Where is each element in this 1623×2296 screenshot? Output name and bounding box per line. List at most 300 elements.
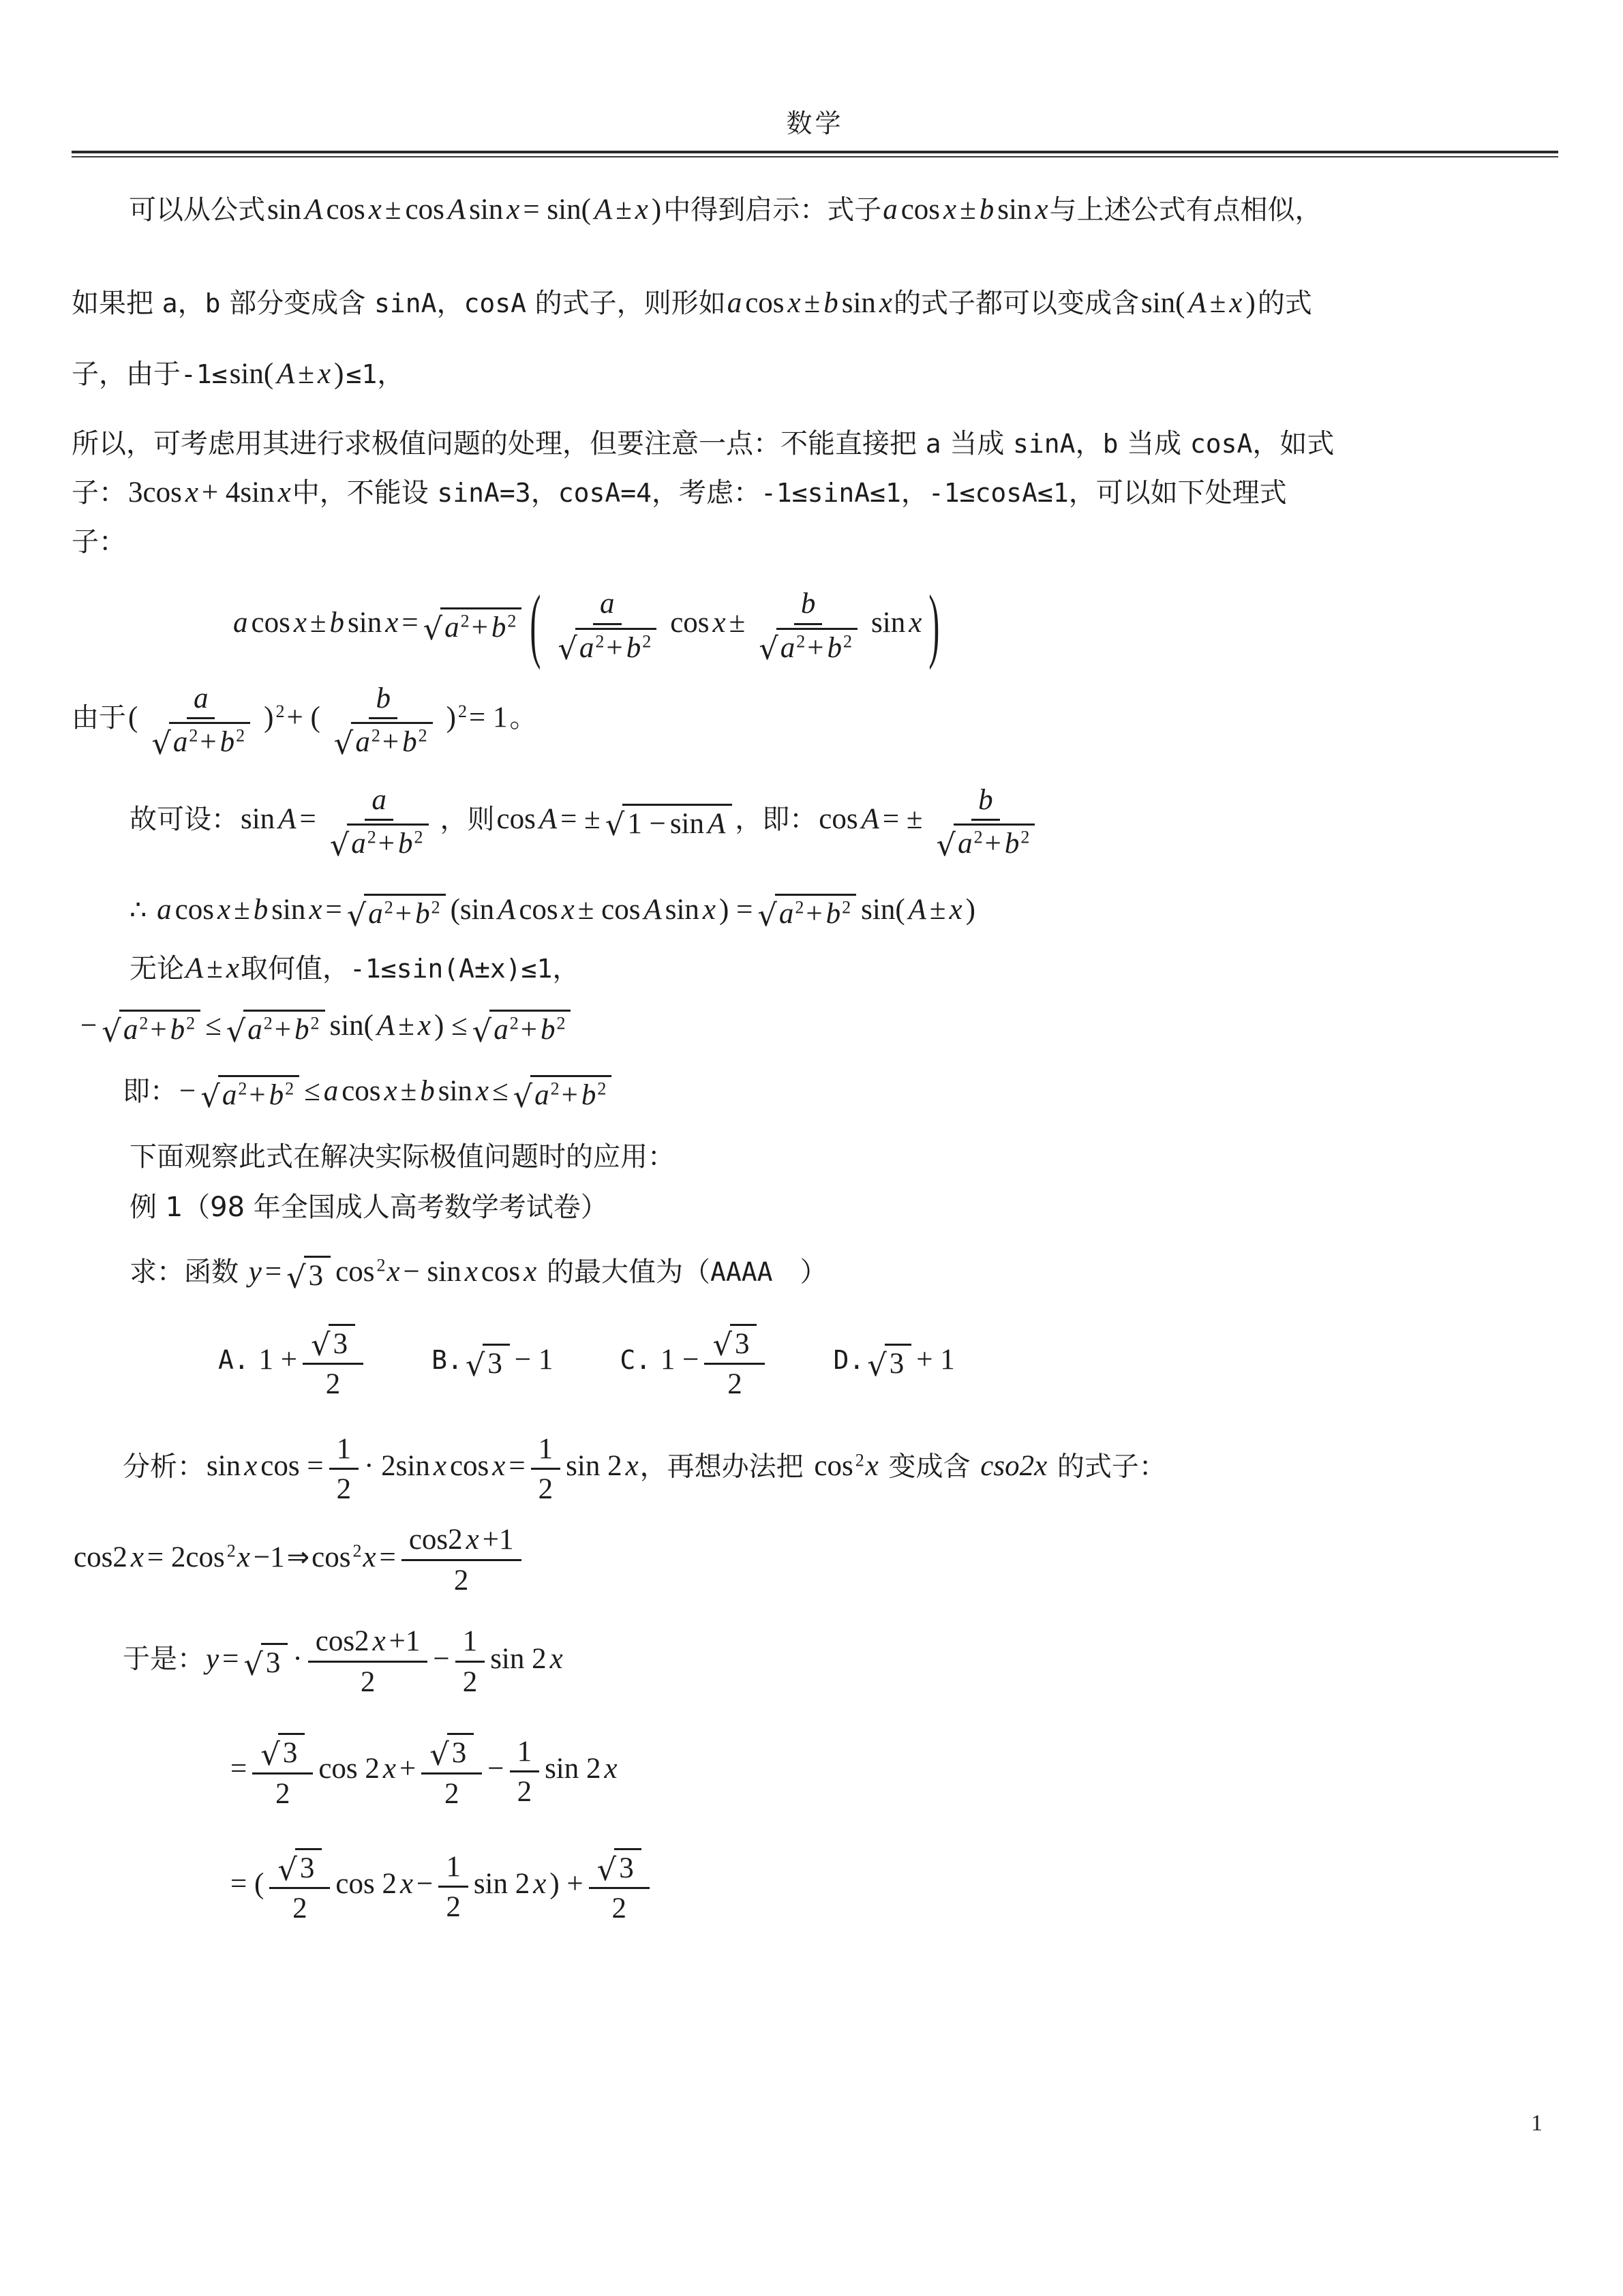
- superscript: 2: [550, 1078, 560, 1099]
- math-variable: a: [778, 898, 794, 931]
- math-variable: a: [883, 194, 898, 226]
- math-text: −1: [253, 1541, 285, 1574]
- formula-step3: [72, 1848, 1558, 1926]
- math-variable: x: [226, 952, 239, 984]
- fraction: [401, 1523, 521, 1597]
- math-text: +: [200, 726, 217, 759]
- math-text: −: [487, 1753, 504, 1785]
- big-parenthesis: ): [928, 579, 940, 671]
- math-variable: A: [539, 803, 558, 836]
- math-variable: x: [372, 1625, 386, 1658]
- math-text: −: [80, 1009, 97, 1042]
- cjk-text: 即：: [123, 1075, 177, 1107]
- math-variable: x: [217, 893, 231, 926]
- math-text: = 2cos: [147, 1541, 225, 1574]
- math-text: 1: [462, 1625, 478, 1658]
- fraction: [928, 783, 1044, 861]
- math-text: cos: [405, 194, 444, 226]
- radicand: [530, 1075, 611, 1112]
- math-text: ±: [400, 1074, 417, 1107]
- square-root: [759, 628, 858, 665]
- math-variable: a: [172, 726, 188, 759]
- square-root: [596, 1848, 641, 1888]
- square-root: [151, 722, 250, 762]
- superscript: 2: [139, 1013, 149, 1033]
- square-root: [757, 894, 856, 931]
- cjk-text: 由于: [72, 702, 126, 734]
- math-variable: x: [506, 194, 520, 226]
- fraction-numerator: [455, 1625, 485, 1662]
- radical-sign: √: [200, 1078, 220, 1115]
- math-text: sin 2: [545, 1753, 601, 1785]
- math-text: = sin(: [523, 194, 591, 226]
- fraction-denominator: [437, 1774, 467, 1811]
- math-variable: b: [420, 1074, 435, 1107]
- math-text: cos2: [74, 1541, 127, 1574]
- superscript: 2: [236, 726, 245, 746]
- math-variable: b: [979, 194, 995, 226]
- math-text: cos: [449, 1450, 489, 1483]
- math-variable: x: [909, 607, 922, 639]
- fraction-denominator: [455, 1663, 485, 1699]
- math-text: 1: [336, 1432, 352, 1465]
- cjk-text: 例 1（98 年全国成人高考数学考试卷）: [130, 1191, 608, 1223]
- cjk-text: 故可设：: [130, 804, 239, 836]
- math-text: +: [249, 1079, 266, 1112]
- fraction-denominator: [549, 625, 665, 665]
- math-variable: x: [524, 1255, 537, 1288]
- math-variable: cso2x: [980, 1450, 1048, 1483]
- math-text: cos: [900, 194, 941, 226]
- math-text: ±: [960, 194, 976, 226]
- math-text: 2: [444, 1777, 459, 1810]
- superscript: 2: [352, 1541, 362, 1561]
- typewriter-text: A.: [218, 1344, 249, 1375]
- fraction-numerator: [510, 1735, 540, 1772]
- fraction-denominator: [438, 1888, 468, 1924]
- math-variable: a: [958, 828, 973, 860]
- cjk-text: 的式: [1257, 287, 1312, 319]
- math-variable: b: [376, 682, 391, 715]
- math-text: =: [222, 1642, 239, 1675]
- typewriter-text: -1≤: [181, 359, 228, 389]
- application-intro-line: [72, 1136, 1558, 1177]
- fraction-numerator: [308, 1625, 428, 1662]
- math-text: ±: [207, 952, 223, 984]
- radical-sign: √: [333, 725, 354, 762]
- radicand: [575, 628, 656, 665]
- radicand: [775, 894, 856, 931]
- math-variable: x: [185, 476, 198, 509]
- math-variable: x: [625, 1450, 639, 1483]
- cjk-text: 的式子都可以变成含: [894, 287, 1139, 319]
- math-text: sin: [271, 893, 306, 926]
- math-variable: x: [787, 286, 801, 319]
- math-variable: b: [825, 898, 841, 931]
- radicand: [295, 1848, 322, 1885]
- formula-acosx-expansion: [72, 579, 1558, 671]
- math-text: sin(: [1141, 286, 1185, 319]
- math-variable: x: [466, 1524, 479, 1556]
- fraction: [589, 1848, 650, 1926]
- fraction-denominator: [446, 1561, 476, 1597]
- square-root: [311, 1324, 355, 1361]
- math-text: = 1: [468, 701, 508, 734]
- math-variable: A: [447, 194, 466, 226]
- math-variable: x: [702, 893, 716, 926]
- superscript: 2: [855, 1449, 864, 1470]
- cjk-text: ，: [1075, 427, 1103, 459]
- square-root: [260, 1733, 305, 1770]
- math-text: − 1: [514, 1343, 553, 1376]
- math-variable: a: [727, 286, 742, 319]
- math-text: sin: [841, 286, 876, 319]
- math-text: =: [379, 1541, 396, 1574]
- square-root: [329, 824, 429, 863]
- math-text: ≤: [304, 1074, 320, 1107]
- math-text: sin 2: [490, 1642, 547, 1675]
- math-variable: a: [323, 1074, 339, 1107]
- cjk-text: ，: [900, 477, 928, 509]
- radical-sign: √: [472, 1012, 492, 1049]
- math-text: 1: [538, 1432, 553, 1465]
- math-variable: b: [329, 607, 345, 639]
- math-text: sin: [997, 194, 1032, 226]
- math-variable: x: [604, 1753, 618, 1785]
- superscript: 2: [595, 631, 605, 652]
- math-text: cos 2: [335, 1868, 397, 1901]
- cjk-text: 的式子：: [1048, 1451, 1166, 1483]
- superscript: 2: [376, 1255, 386, 1275]
- typewriter-text: sinA: [1013, 428, 1076, 459]
- analysis-line: [72, 1432, 1558, 1507]
- math-variable: x: [1229, 286, 1243, 319]
- fraction: [303, 1324, 363, 1402]
- radicand: [954, 824, 1035, 860]
- math-text: ): [965, 893, 975, 926]
- square-root: [472, 1010, 571, 1049]
- math-variable: A: [861, 803, 879, 836]
- math-variable: x: [382, 1753, 396, 1785]
- fraction-denominator: [531, 1470, 561, 1506]
- cjk-text: ，: [552, 952, 580, 984]
- math-text: sin 2: [566, 1450, 622, 1483]
- fraction-denominator: [318, 1365, 348, 1401]
- fraction: [421, 1733, 482, 1811]
- fraction: [510, 1735, 540, 1809]
- math-text: cos: [496, 803, 536, 836]
- cjk-text: 下面观察此式在解决实际极值问题时的应用：: [130, 1141, 675, 1173]
- fraction-numerator: [794, 587, 823, 624]
- typewriter-text: sinA=3: [437, 477, 531, 508]
- radicand: [730, 1324, 757, 1361]
- superscript: 2: [597, 1078, 607, 1099]
- fraction-numerator: [401, 1523, 521, 1560]
- math-variable: x: [561, 893, 575, 926]
- cjk-text: 于是：: [123, 1643, 204, 1675]
- math-variable: x: [293, 607, 307, 639]
- radical-sign: √: [329, 826, 350, 863]
- fraction-numerator: [365, 783, 393, 821]
- paragraph1-line1: [72, 188, 1558, 232]
- math-text: sin 2: [473, 1868, 530, 1901]
- math-variable: x: [549, 1642, 563, 1675]
- math-variable: A: [305, 194, 323, 226]
- cjk-text: ，考虑：: [651, 477, 761, 509]
- cjk-text: 子：: [72, 477, 126, 509]
- fraction-denominator: [604, 1889, 634, 1925]
- formula-therefore: [72, 892, 1558, 931]
- math-text: ±: [929, 893, 946, 926]
- math-variable: a: [579, 631, 594, 664]
- math-text: +: [399, 1753, 416, 1785]
- square-root: [867, 1344, 911, 1383]
- math-text: = ±: [560, 803, 601, 836]
- math-text: +: [382, 726, 399, 759]
- math-text: 2: [446, 1890, 461, 1923]
- math-variable: x: [712, 607, 726, 639]
- math-text: (: [128, 701, 138, 734]
- math-variable: b: [398, 828, 413, 860]
- math-text: −: [433, 1642, 450, 1675]
- square-root: [558, 628, 656, 665]
- fraction: [750, 587, 866, 665]
- formula-step2: [72, 1733, 1558, 1811]
- math-text: sin: [207, 1450, 241, 1483]
- typewriter-text: a: [162, 288, 178, 318]
- math-text: cos =: [260, 1450, 324, 1483]
- math-text: =: [230, 1753, 247, 1785]
- math-text: cos: [175, 893, 214, 926]
- math-text: 3: [333, 1327, 348, 1360]
- math-variable: x: [943, 194, 957, 226]
- cjk-text: 子：: [72, 526, 126, 558]
- math-text: 2: [360, 1665, 376, 1698]
- math-text: cos: [251, 607, 290, 639]
- radicand: [119, 1010, 200, 1046]
- cjk-text: 当成: [941, 427, 1014, 459]
- cjk-text: ，可以如下处理式: [1068, 477, 1287, 509]
- math-text: cos: [519, 893, 558, 926]
- radicand: [278, 1733, 305, 1770]
- math-variable: a: [247, 1014, 262, 1046]
- typewriter-text: B.: [431, 1344, 463, 1375]
- math-text: 3: [889, 1348, 905, 1380]
- math-variable: x: [385, 607, 399, 639]
- line-range-note: [72, 950, 1558, 987]
- math-variable: A: [278, 803, 297, 836]
- fraction-denominator: [285, 1889, 315, 1925]
- cjk-text: ）: [772, 1256, 828, 1288]
- fraction-denominator: [329, 1470, 359, 1506]
- math-variable: x: [130, 1541, 144, 1574]
- cjk-text: ，则: [440, 804, 495, 836]
- cjk-text: 部分变成含: [220, 287, 374, 319]
- square-root: [286, 1256, 331, 1293]
- fraction-denominator: [326, 719, 441, 762]
- math-text: 2: [611, 1892, 626, 1925]
- math-text: cos2: [315, 1625, 369, 1658]
- math-text: +: [471, 611, 488, 644]
- square-root: [243, 1643, 288, 1683]
- math-variable: A: [377, 1009, 395, 1042]
- math-text: 3: [619, 1852, 634, 1885]
- math-text: ±: [298, 358, 315, 390]
- cjk-text: 无论: [130, 952, 184, 984]
- math-text: 2: [453, 1564, 469, 1597]
- math-text: = (: [230, 1868, 264, 1901]
- superscript: 2: [285, 1078, 294, 1099]
- superscript: 2: [186, 1013, 196, 1033]
- math-text: · 2sin: [364, 1450, 430, 1483]
- math-variable: x: [244, 1450, 258, 1483]
- superscript: 2: [431, 898, 440, 918]
- math-variable: b: [253, 893, 269, 926]
- math-text: ·: [292, 1642, 303, 1675]
- math-text: sin(: [229, 358, 274, 390]
- cjk-text: 取何值，: [240, 952, 350, 984]
- math-text: =: [299, 803, 316, 836]
- radicand: [440, 607, 521, 644]
- typewriter-text: cosA=4: [558, 477, 652, 508]
- math-variable: A: [594, 194, 613, 226]
- math-variable: x: [277, 476, 291, 509]
- math-text: 2: [727, 1368, 742, 1401]
- fraction: [329, 1432, 359, 1507]
- superscript: 2: [414, 828, 423, 847]
- math-text: ): [334, 358, 344, 390]
- fraction: [531, 1432, 561, 1507]
- math-variable: x: [865, 1450, 879, 1483]
- square-root: [333, 722, 433, 762]
- math-text: 3: [734, 1327, 750, 1360]
- math-text: ≤: [492, 1074, 509, 1107]
- radical-sign: √: [286, 1258, 306, 1295]
- math-variable: a: [494, 1014, 509, 1046]
- math-text: =: [325, 893, 342, 926]
- paragraph2-line1: [72, 423, 1558, 465]
- superscript: 2: [367, 828, 376, 847]
- superscript: 2: [795, 898, 804, 918]
- math-text: sin: [348, 607, 382, 639]
- cjk-text: ，: [436, 287, 464, 319]
- math-text: cos 2: [318, 1753, 380, 1785]
- typewriter-text: b: [204, 288, 221, 318]
- math-variable: b: [219, 726, 235, 759]
- math-variable: x: [399, 1868, 414, 1901]
- typewriter-text: -1≤sinA≤1: [760, 477, 901, 508]
- math-text: −: [416, 1868, 434, 1901]
- math-text: sin(: [329, 1009, 374, 1042]
- superscript: 2: [189, 726, 198, 746]
- math-text: ±: [804, 286, 821, 319]
- math-text: cos: [670, 607, 710, 639]
- math-text: ± cos: [577, 893, 641, 926]
- radicand: [885, 1344, 912, 1380]
- math-variable: b: [269, 1079, 284, 1112]
- radicand: [169, 722, 250, 759]
- example1-options: [72, 1324, 1558, 1402]
- math-variable: x: [386, 1255, 400, 1288]
- radical-sign: √: [429, 1736, 449, 1772]
- square-root: [605, 804, 733, 841]
- math-text: cos: [814, 1450, 853, 1483]
- cjk-text: 当成: [1118, 427, 1190, 459]
- math-variable: b: [1004, 828, 1020, 860]
- superscript: 2: [238, 1078, 247, 1099]
- radical-sign: √: [712, 1327, 732, 1363]
- fraction-numerator: [187, 682, 215, 719]
- fraction-denominator: [353, 1663, 383, 1699]
- math-variable: a: [355, 726, 370, 759]
- radical-sign: √: [226, 1012, 246, 1049]
- math-variable: x: [879, 286, 892, 319]
- radical-sign: √: [346, 897, 367, 933]
- math-variable: x: [1035, 194, 1048, 226]
- math-text: +: [520, 1014, 537, 1046]
- paragraph1-line3: [72, 352, 1558, 397]
- math-variable: a: [157, 893, 172, 926]
- cjk-text: ，: [377, 359, 405, 390]
- fraction: [704, 1324, 765, 1402]
- math-text: = ±: [882, 803, 923, 836]
- math-text: cos: [342, 1074, 381, 1107]
- math-text: cos2: [408, 1524, 463, 1556]
- math-variable: b: [800, 588, 816, 620]
- math-text: ): [264, 701, 274, 734]
- cjk-text: 与上述公式有点相似，: [1049, 194, 1322, 226]
- page-title: 数学: [786, 108, 844, 138]
- math-text: 1 −: [653, 1343, 699, 1376]
- radicand: [218, 1075, 299, 1112]
- fraction: [269, 1848, 330, 1926]
- fraction-numerator: [421, 1733, 482, 1774]
- superscript: 2: [418, 726, 427, 746]
- fraction-numerator: [269, 1848, 330, 1889]
- superscript: 2: [310, 1013, 320, 1033]
- math-variable: A: [277, 358, 295, 390]
- superscript: 2: [507, 611, 517, 631]
- fraction: [455, 1625, 485, 1699]
- math-variable: x: [318, 358, 331, 390]
- math-text: ): [1245, 286, 1256, 319]
- formula-yushi: [72, 1625, 1558, 1699]
- radicand: [614, 1848, 641, 1885]
- paragraph1-line2: [72, 282, 1558, 326]
- radicand: [489, 1010, 571, 1046]
- radicand: [364, 894, 445, 931]
- cjk-text: ，: [177, 287, 205, 319]
- math-text: ±: [309, 607, 327, 639]
- math-text: 2: [538, 1472, 553, 1505]
- math-variable: b: [581, 1079, 596, 1112]
- square-root: [712, 1324, 757, 1361]
- cjk-text: ∴: [130, 894, 156, 926]
- fraction-numerator: [252, 1733, 313, 1774]
- math-text: + 4sin: [201, 476, 275, 509]
- formula-set-sinA: [72, 783, 1558, 861]
- superscript: 2: [457, 701, 467, 721]
- math-text: ) ≤: [434, 1009, 468, 1042]
- math-variable: y: [206, 1642, 219, 1675]
- cjk-text: ⇒: [286, 1542, 310, 1574]
- radicand: [243, 1010, 324, 1046]
- math-text: 2: [336, 1472, 352, 1505]
- fraction: [438, 1850, 468, 1924]
- example1-heading: [72, 1187, 1558, 1228]
- fraction-numerator: [704, 1324, 765, 1365]
- typewriter-text: b: [1102, 428, 1119, 459]
